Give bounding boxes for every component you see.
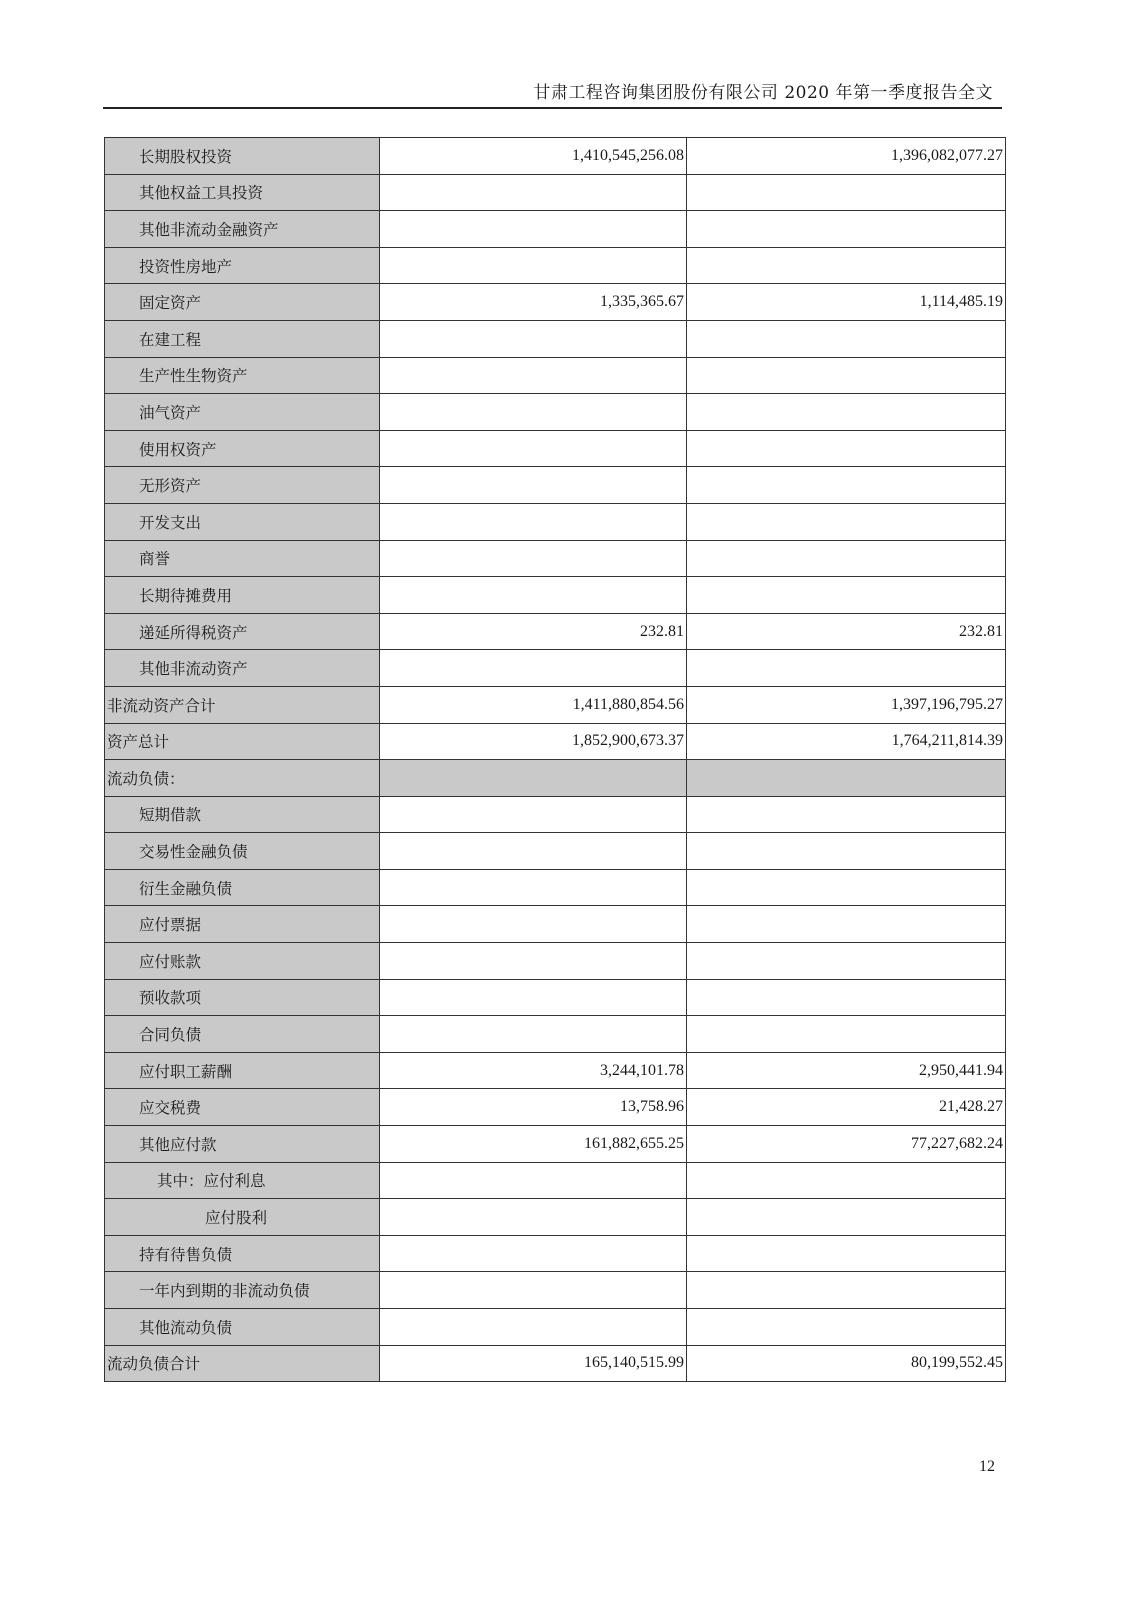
- prior-period-value: 1,114,485.19: [919, 293, 1003, 311]
- row-label-cell: [105, 211, 380, 248]
- row-label-cell: [105, 1199, 380, 1236]
- row-label-cell: [105, 1016, 380, 1053]
- current-period-cell: [380, 979, 687, 1016]
- current-period-value: [684, 1245, 686, 1262]
- prior-period-value: [1003, 257, 1005, 274]
- prior-period-value: 232.81: [959, 622, 1003, 640]
- row-label-cell: [105, 869, 380, 906]
- row-label-cell: [105, 503, 380, 540]
- current-period-cell: [380, 1016, 687, 1053]
- current-period-value: 165,140,515.99: [584, 1354, 684, 1372]
- row-label: 短期借款: [139, 806, 202, 825]
- current-period-value: 3,244,101.78: [600, 1061, 684, 1079]
- prior-period-value: [1003, 220, 1005, 237]
- prior-period-value: [1003, 183, 1005, 200]
- prior-period-cell: [687, 503, 1006, 540]
- prior-period-cell: [687, 467, 1006, 504]
- prior-period-cell: [687, 796, 1006, 833]
- prior-period-value: [1003, 330, 1005, 347]
- current-period-value: [684, 513, 686, 530]
- table-row: [105, 1309, 1006, 1346]
- row-label-cell: [105, 174, 380, 211]
- current-period-value: [684, 1318, 686, 1335]
- prior-period-cell: [687, 284, 1006, 321]
- prior-period-value: [1003, 879, 1005, 896]
- current-period-value: [684, 1281, 686, 1298]
- row-label-cell: [105, 1272, 380, 1309]
- current-period-cell: [380, 760, 687, 797]
- current-period-cell: [380, 613, 687, 650]
- table-row: [105, 613, 1006, 650]
- table-row: [105, 1345, 1006, 1382]
- table-row: [105, 833, 1006, 870]
- row-label: 合同负债: [139, 1026, 202, 1045]
- current-period-value: [684, 549, 686, 566]
- row-label-cell: [105, 577, 380, 614]
- prior-period-cell: [687, 1235, 1006, 1272]
- current-period-value: [684, 366, 686, 383]
- row-label-cell: [105, 833, 380, 870]
- row-label-cell: [105, 430, 380, 467]
- row-label: 生产性生物资产: [139, 367, 248, 386]
- table-row: [105, 1162, 1006, 1199]
- prior-period-cell: [687, 833, 1006, 870]
- table-row: [105, 1052, 1006, 1089]
- row-label: 商誉: [139, 550, 171, 569]
- prior-period-value: [1003, 513, 1005, 530]
- row-label: 投资性房地产: [139, 257, 233, 276]
- row-label-cell: [105, 943, 380, 980]
- prior-period-cell: [687, 1309, 1006, 1346]
- table-row: [105, 138, 1006, 175]
- prior-period-value: [1003, 440, 1005, 457]
- row-label-cell: [105, 760, 380, 797]
- prior-period-value: [1003, 842, 1005, 859]
- row-label: 其中：应付利息: [157, 1172, 266, 1191]
- row-label: 长期股权投资: [139, 147, 233, 166]
- row-label-cell: [105, 1162, 380, 1199]
- balance-sheet-table: [104, 137, 1006, 1382]
- current-period-cell: [380, 211, 687, 248]
- current-period-value: 1,335,365.67: [600, 293, 684, 311]
- row-label-cell: [105, 357, 380, 394]
- current-period-value: [684, 1025, 686, 1042]
- prior-period-value: 21,428.27: [939, 1098, 1003, 1116]
- row-label: 持有待售负债: [139, 1245, 233, 1264]
- prior-period-cell: [687, 174, 1006, 211]
- table-row: [105, 503, 1006, 540]
- row-label: 其他应付款: [139, 1135, 217, 1154]
- prior-period-cell: [687, 1272, 1006, 1309]
- row-label-cell: [105, 320, 380, 357]
- table-row: [105, 723, 1006, 760]
- current-period-cell: [380, 247, 687, 284]
- current-period-value: [684, 915, 686, 932]
- current-period-cell: [380, 943, 687, 980]
- current-period-cell: [380, 1126, 687, 1163]
- table-row: [105, 1235, 1006, 1272]
- row-label-cell: [105, 467, 380, 504]
- current-period-cell: [380, 138, 687, 175]
- current-period-cell: [380, 1089, 687, 1126]
- current-period-value: [684, 659, 686, 676]
- prior-period-value: 1,764,211,814.39: [891, 732, 1003, 750]
- table-row: [105, 686, 1006, 723]
- current-period-cell: [380, 1052, 687, 1089]
- prior-period-value: [1003, 659, 1005, 676]
- current-period-value: [684, 403, 686, 420]
- current-period-value: [684, 330, 686, 347]
- prior-period-cell: [687, 979, 1006, 1016]
- prior-period-cell: [687, 1052, 1006, 1089]
- prior-period-cell: [687, 138, 1006, 175]
- current-period-cell: [380, 686, 687, 723]
- table-row: [105, 760, 1006, 797]
- current-period-cell: [380, 1345, 687, 1382]
- prior-period-value: 77,227,682.24: [911, 1134, 1003, 1152]
- current-period-cell: [380, 650, 687, 687]
- current-period-value: [684, 769, 686, 786]
- prior-period-cell: [687, 577, 1006, 614]
- prior-period-value: 1,396,082,077.27: [891, 146, 1003, 164]
- row-label-cell: [105, 1345, 380, 1382]
- current-period-value: [684, 805, 686, 822]
- prior-period-cell: [687, 650, 1006, 687]
- current-period-value: 1,852,900,673.37: [572, 732, 684, 750]
- table-row: [105, 869, 1006, 906]
- row-label-cell: [105, 1126, 380, 1163]
- current-period-cell: [380, 540, 687, 577]
- current-period-cell: [380, 1199, 687, 1236]
- prior-period-cell: [687, 723, 1006, 760]
- table-row: [105, 796, 1006, 833]
- current-period-cell: [380, 869, 687, 906]
- page-number: 12: [979, 1458, 995, 1475]
- current-period-cell: [380, 723, 687, 760]
- table-row: [105, 943, 1006, 980]
- prior-period-cell: [687, 686, 1006, 723]
- prior-period-cell: [687, 540, 1006, 577]
- prior-period-value: [1003, 549, 1005, 566]
- current-period-cell: [380, 503, 687, 540]
- row-label: 流动负债合计: [107, 1355, 201, 1374]
- current-period-value: 13,758.96: [620, 1098, 684, 1116]
- table-row: [105, 284, 1006, 321]
- current-period-value: [684, 879, 686, 896]
- row-label: 应交税费: [139, 1099, 202, 1118]
- current-period-value: 161,882,655.25: [584, 1134, 684, 1152]
- current-period-value: [684, 476, 686, 493]
- row-label-cell: [105, 1309, 380, 1346]
- current-period-cell: [380, 320, 687, 357]
- table-row: [105, 211, 1006, 248]
- row-label: 长期待摊费用: [139, 586, 233, 605]
- prior-period-cell: [687, 1162, 1006, 1199]
- header-divider: [103, 107, 1002, 109]
- table-row: [105, 320, 1006, 357]
- current-period-value: [684, 440, 686, 457]
- prior-period-cell: [687, 320, 1006, 357]
- table-row: [105, 540, 1006, 577]
- row-label: 固定资产: [139, 294, 202, 313]
- table-row: [105, 247, 1006, 284]
- current-period-value: [684, 952, 686, 969]
- row-label: 流动负债：: [107, 769, 185, 788]
- row-label-cell: [105, 1235, 380, 1272]
- prior-period-value: [1003, 988, 1005, 1005]
- prior-period-cell: [687, 357, 1006, 394]
- prior-period-value: [1003, 1025, 1005, 1042]
- current-period-cell: [380, 394, 687, 431]
- prior-period-cell: [687, 247, 1006, 284]
- row-label: 资产总计: [107, 733, 170, 752]
- row-label: 一年内到期的非流动负债: [139, 1282, 310, 1301]
- prior-period-value: [1003, 366, 1005, 383]
- prior-period-value: [1003, 769, 1005, 786]
- current-period-cell: [380, 357, 687, 394]
- current-period-cell: [380, 467, 687, 504]
- table-row: [105, 1126, 1006, 1163]
- table-row: [105, 1016, 1006, 1053]
- row-label-cell: [105, 650, 380, 687]
- prior-period-value: [1003, 403, 1005, 420]
- row-label: 交易性金融负债: [139, 843, 248, 862]
- row-label-cell: [105, 1052, 380, 1089]
- prior-period-value: [1003, 952, 1005, 969]
- current-period-value: [684, 183, 686, 200]
- prior-period-cell: [687, 430, 1006, 467]
- table-row: [105, 1089, 1006, 1126]
- row-label: 应付股利: [205, 1209, 268, 1228]
- balance-sheet-body: [105, 138, 1006, 1382]
- current-period-value: [684, 586, 686, 603]
- row-label: 在建工程: [139, 330, 202, 349]
- table-row: [105, 577, 1006, 614]
- prior-period-value: [1003, 915, 1005, 932]
- row-label: 其他非流动资产: [139, 660, 248, 679]
- prior-period-value: [1003, 1318, 1005, 1335]
- table-row: [105, 1272, 1006, 1309]
- current-period-cell: [380, 577, 687, 614]
- row-label-cell: [105, 686, 380, 723]
- row-label-cell: [105, 394, 380, 431]
- row-label-cell: [105, 723, 380, 760]
- prior-period-value: [1003, 476, 1005, 493]
- table-row: [105, 906, 1006, 943]
- prior-period-cell: [687, 1126, 1006, 1163]
- row-label-cell: [105, 613, 380, 650]
- row-label-cell: [105, 1089, 380, 1126]
- prior-period-cell: [687, 394, 1006, 431]
- prior-period-cell: [687, 1089, 1006, 1126]
- row-label: 使用权资产: [139, 440, 217, 459]
- prior-period-cell: [687, 906, 1006, 943]
- current-period-value: [684, 1208, 686, 1225]
- row-label: 非流动资产合计: [107, 696, 216, 715]
- current-period-cell: [380, 1235, 687, 1272]
- prior-period-cell: [687, 760, 1006, 797]
- prior-period-cell: [687, 1016, 1006, 1053]
- prior-period-value: 80,199,552.45: [911, 1354, 1003, 1372]
- current-period-value: [684, 842, 686, 859]
- current-period-value: [684, 220, 686, 237]
- current-period-cell: [380, 284, 687, 321]
- current-period-value: [684, 988, 686, 1005]
- current-period-cell: [380, 833, 687, 870]
- table-row: [105, 174, 1006, 211]
- prior-period-cell: [687, 211, 1006, 248]
- table-row: [105, 1199, 1006, 1236]
- current-period-cell: [380, 174, 687, 211]
- current-period-cell: [380, 1309, 687, 1346]
- row-label: 其他非流动金融资产: [139, 220, 279, 239]
- prior-period-cell: [687, 943, 1006, 980]
- row-label-cell: [105, 138, 380, 175]
- row-label: 其他权益工具投资: [139, 184, 264, 203]
- table-row: [105, 394, 1006, 431]
- row-label: 递延所得税资产: [139, 623, 248, 642]
- row-label: 衍生金融负债: [139, 879, 233, 898]
- prior-period-value: [1003, 1208, 1005, 1225]
- prior-period-value: [1003, 586, 1005, 603]
- prior-period-cell: [687, 613, 1006, 650]
- table-row: [105, 430, 1006, 467]
- prior-period-value: 2,950,441.94: [919, 1061, 1003, 1079]
- row-label-cell: [105, 796, 380, 833]
- row-label: 无形资产: [139, 477, 202, 496]
- current-period-value: 232.81: [640, 622, 684, 640]
- report-header-title: 甘肃工程咨询集团股份有限公司 2020 年第一季度报告全文: [533, 83, 993, 103]
- row-label: 应付票据: [139, 916, 202, 935]
- table-row: [105, 357, 1006, 394]
- row-label: 开发支出: [139, 513, 202, 532]
- table-row: [105, 979, 1006, 1016]
- row-label-cell: [105, 247, 380, 284]
- current-period-cell: [380, 1272, 687, 1309]
- row-label: 油气资产: [139, 403, 202, 422]
- prior-period-value: [1003, 805, 1005, 822]
- row-label: 应付账款: [139, 952, 202, 971]
- prior-period-value: 1,397,196,795.27: [891, 695, 1003, 713]
- prior-period-value: [1003, 1245, 1005, 1262]
- row-label-cell: [105, 906, 380, 943]
- prior-period-value: [1003, 1171, 1005, 1188]
- row-label-cell: [105, 284, 380, 321]
- row-label-cell: [105, 979, 380, 1016]
- current-period-cell: [380, 430, 687, 467]
- current-period-value: [684, 257, 686, 274]
- current-period-value: 1,410,545,256.08: [572, 146, 684, 164]
- table-row: [105, 650, 1006, 687]
- prior-period-cell: [687, 1345, 1006, 1382]
- prior-period-cell: [687, 869, 1006, 906]
- current-period-value: 1,411,880,854.56: [572, 695, 684, 713]
- prior-period-cell: [687, 1199, 1006, 1236]
- row-label: 预收款项: [139, 989, 202, 1008]
- row-label: 其他流动负债: [139, 1318, 233, 1337]
- current-period-value: [684, 1171, 686, 1188]
- current-period-cell: [380, 906, 687, 943]
- row-label-cell: [105, 540, 380, 577]
- prior-period-value: [1003, 1281, 1005, 1298]
- current-period-cell: [380, 1162, 687, 1199]
- current-period-cell: [380, 796, 687, 833]
- row-label: 应付职工薪酬: [139, 1062, 233, 1081]
- table-row: [105, 467, 1006, 504]
